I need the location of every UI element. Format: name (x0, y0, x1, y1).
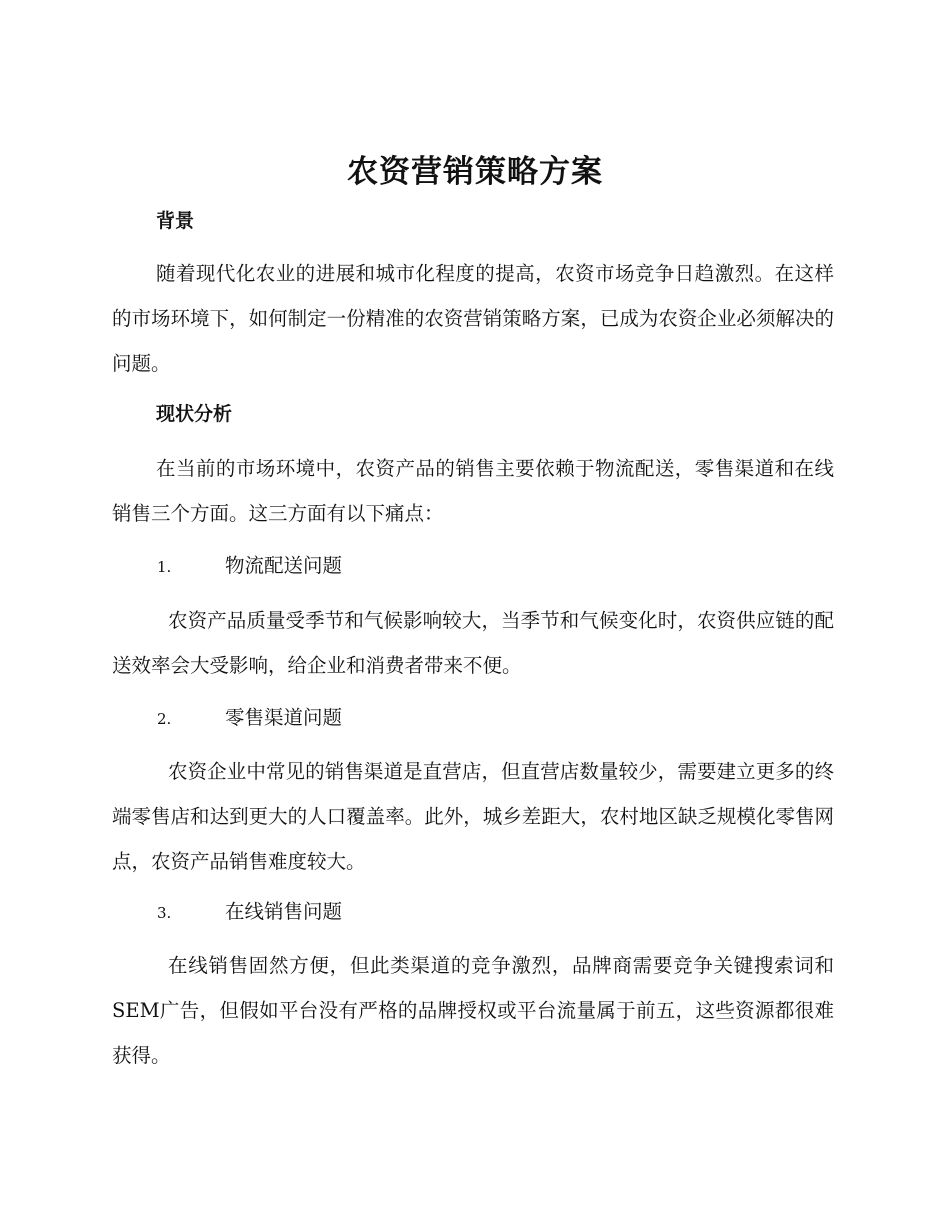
section-heading-status: 现状分析 (156, 403, 233, 425)
list-item-1 (157, 551, 342, 582)
list-item-label: 在线销售问题 (225, 900, 343, 923)
list-item-label: 物流配送问题 (225, 554, 343, 577)
paragraph-background: 随着现代化农业的进展和城市化程度的提高，农资市场竞争日趋激烈。在这样的市场环境下，如何制定一份精准的农资营销策略方案，已成为农资企业必须解决的问题。 (112, 262, 834, 375)
list-item-number: 2. (157, 710, 172, 728)
paragraph-item-3: 在线销售固然方便，但此类渠道的竞争激烈，品牌商需要竞争关键搜索词和SEM广告，但假如平台没有严格的品牌授权或平台流量属于前五，这些资源都很难获得。 (112, 954, 834, 1067)
document-title: 农资营销策略方案 (347, 154, 603, 190)
list-item-number: 3. (157, 904, 172, 922)
paragraph-status: 在当前的市场环境中，农资产品的销售主要依赖于物流配送，零售渠道和在线销售三个方面。这三方面有以下痛点： (112, 457, 834, 525)
list-item-3 (157, 897, 342, 928)
paragraph-item-1: 农资产品质量受季节和气候影响较大，当季节和气候变化时，农资供应链的配送效率会大受影响，给企业和消费者带来不便。 (112, 609, 834, 677)
section-heading-background: 背景 (156, 210, 195, 232)
list-item-label: 零售渠道问题 (225, 706, 343, 729)
paragraph-item-2: 农资企业中常见的销售渠道是直营店，但直营店数量较少，需要建立更多的终端零售店和达到更大的人口覆盖率。此外，城乡差距大，农村地区缺乏规模化零售网点，农资产品销售难度较大。 (112, 760, 834, 873)
list-item-2 (157, 703, 342, 734)
list-item-number: 1. (157, 558, 172, 576)
